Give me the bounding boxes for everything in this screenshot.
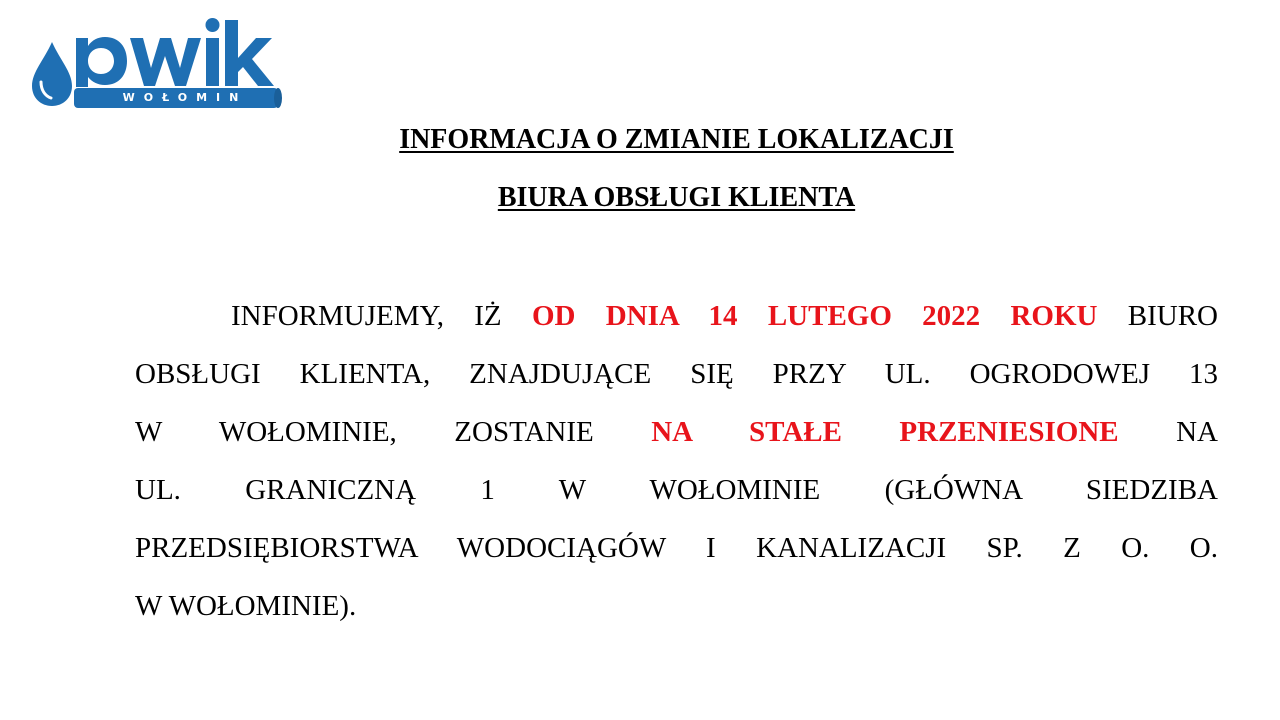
pwik-logo (28, 16, 284, 112)
highlight-relocation: NA STAŁE PRZENIESIONE (651, 416, 1119, 448)
logo-subtitle: WOŁOMIN (122, 91, 248, 104)
highlight-date: OD DNIA 14 LUTEGO 2022 ROKU (531, 300, 1098, 332)
body-line-1: INFORMUJEMY, IŻ OD DNIA 14 LUTEGO 2022 ROKU BIURO (231, 300, 1218, 332)
body-line-5: PRZEDSIĘBIORSTWA WODOCIĄGÓW I KANALIZACJI SP. Z O. O. (135, 532, 1218, 564)
body-line-6: W WOŁOMINIE). (135, 590, 357, 622)
page-title: INFORMACJA O ZMIANIE LOKALIZACJI (399, 124, 954, 155)
water-drop-icon (32, 42, 72, 106)
body-line-2: OBSŁUGI KLIENTA, ZNAJDUJĄCE SIĘ PRZY UL. OGRODOWEJ 13 (135, 358, 1218, 390)
page-subtitle: BIURA OBSŁUGI KLIENTA (497, 182, 856, 213)
body-line-3: W WOŁOMINIE, ZOSTANIE NA STAŁE PRZENIESIONE NA (135, 416, 1218, 448)
body-line-4: UL. GRANICZNĄ 1 W WOŁOMINIE (GŁÓWNA SIEDZIBA (135, 474, 1218, 506)
